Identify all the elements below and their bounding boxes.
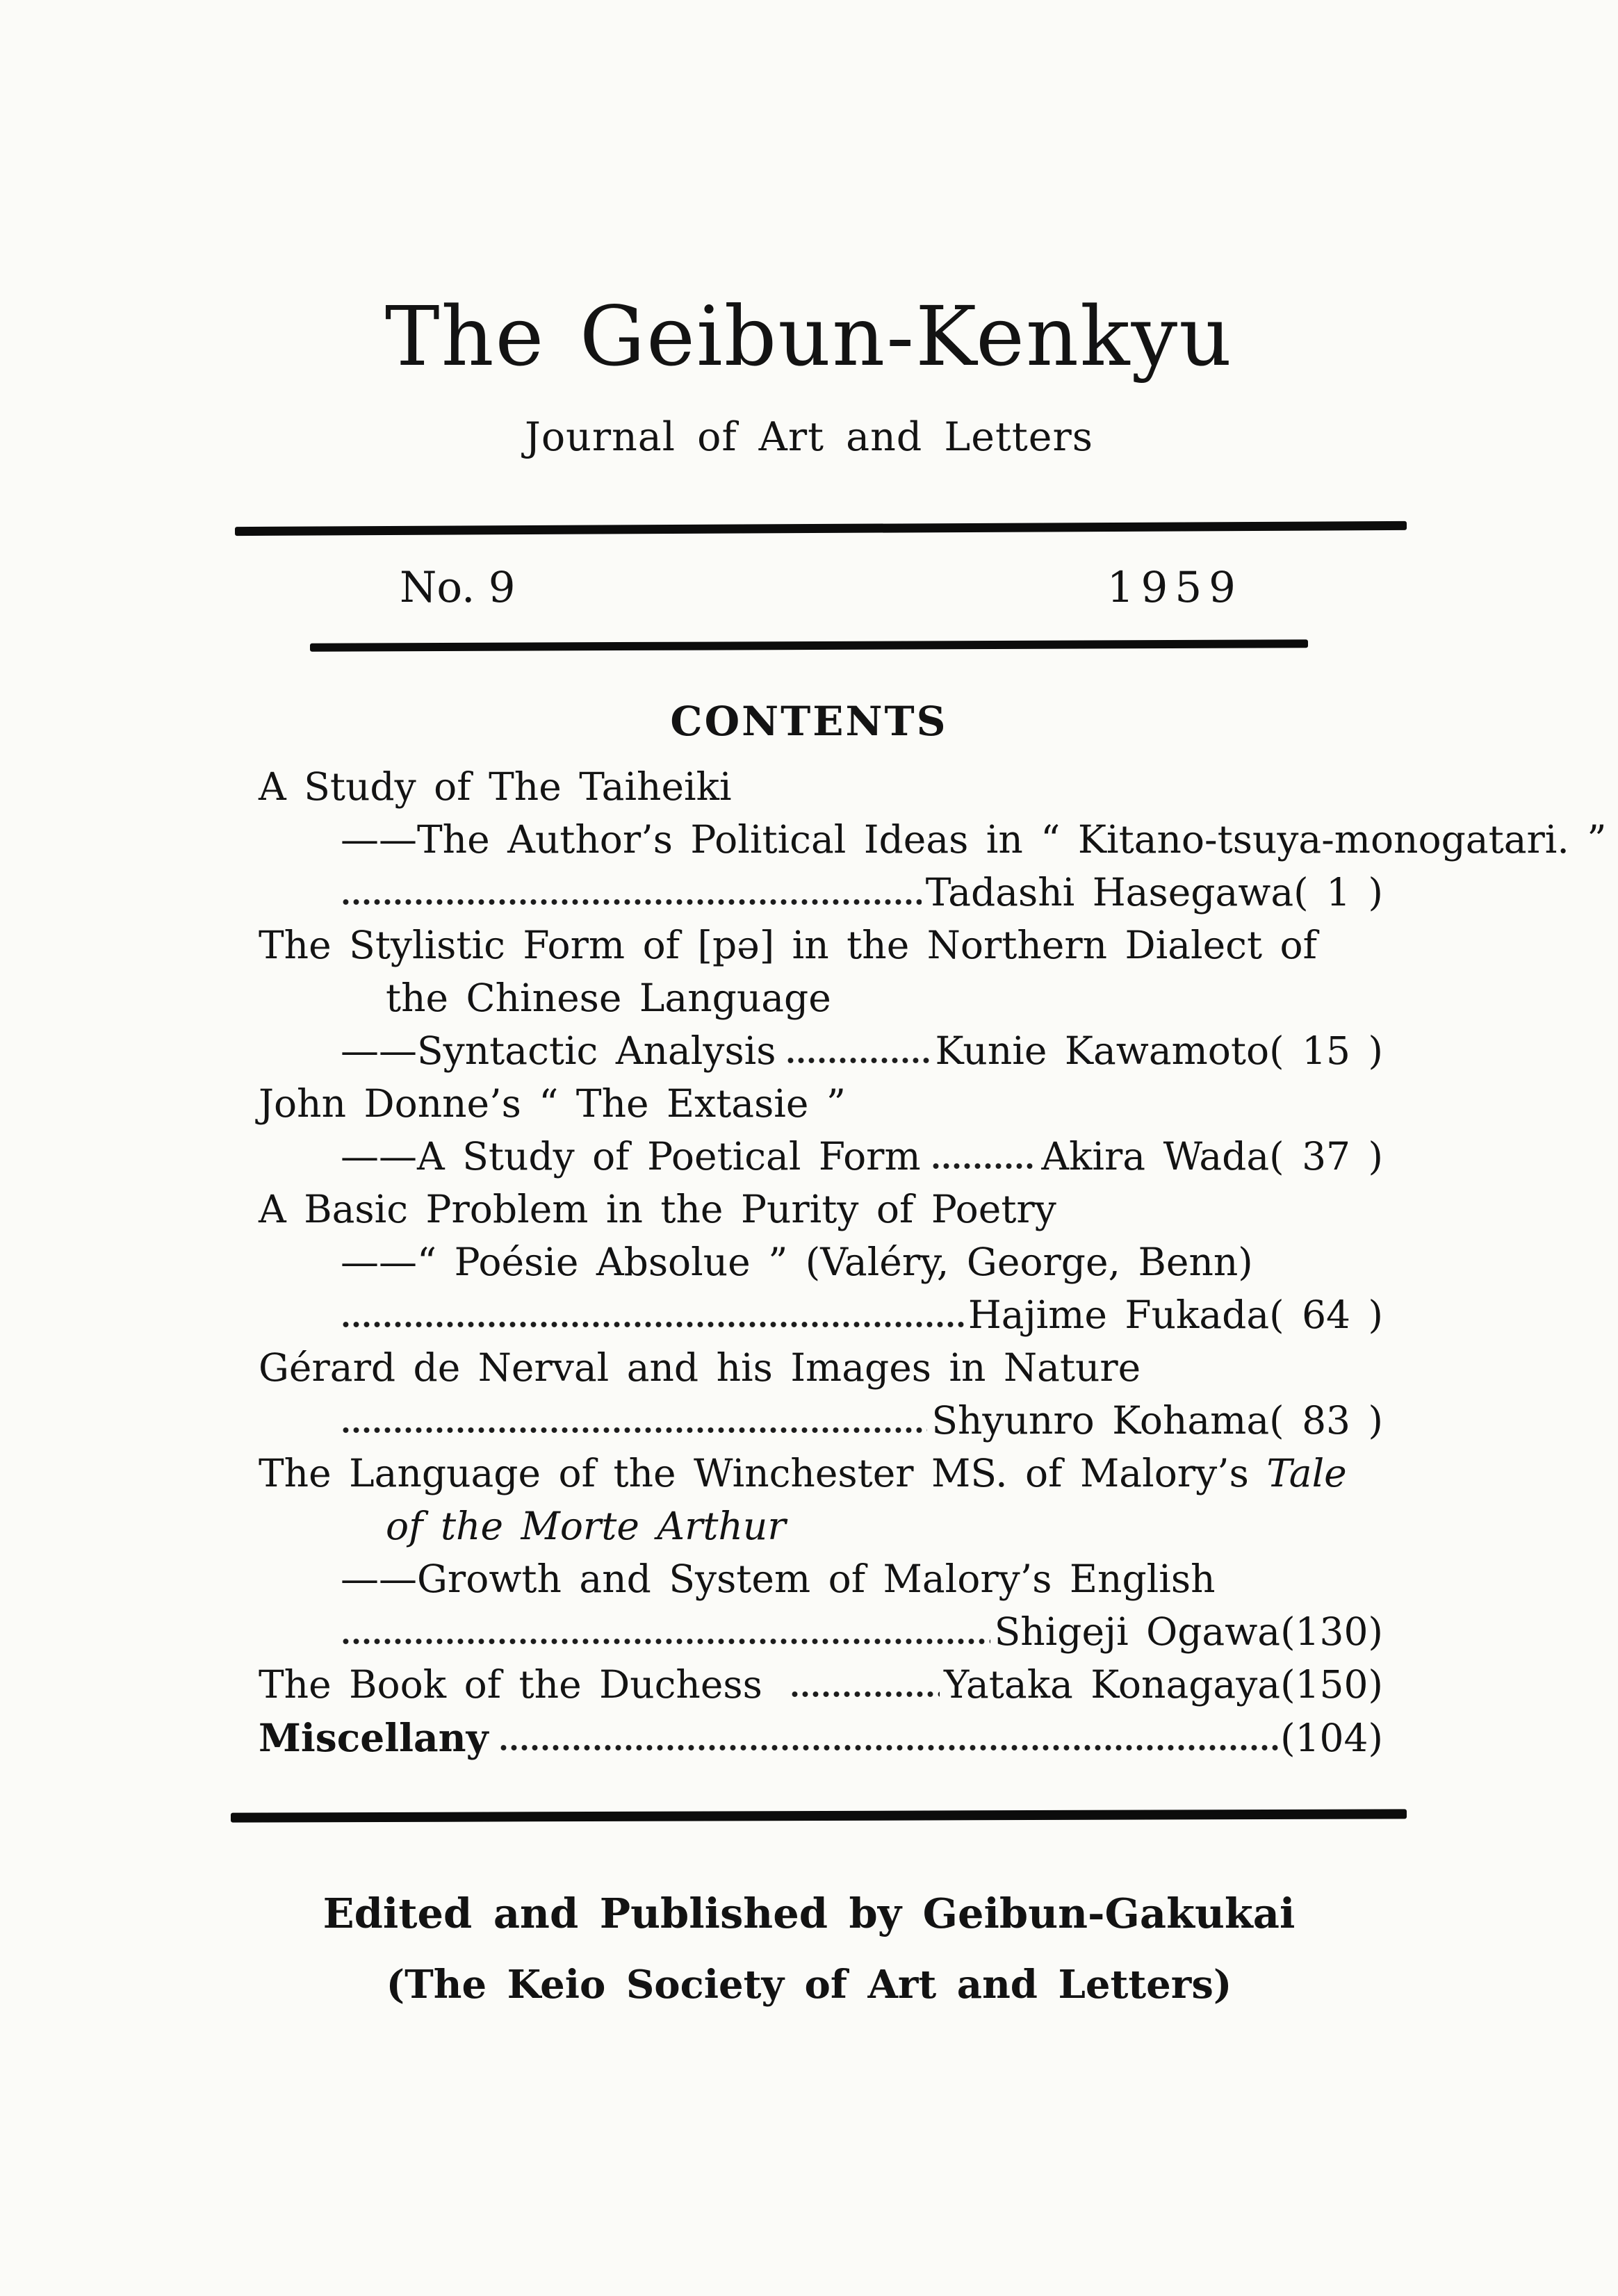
toc-entry-text: The Book of the Duchess (259, 1662, 781, 1707)
toc-entry-text: A Basic Problem in the Purity of Poetry (259, 1186, 1056, 1231)
toc-line (259, 764, 1383, 817)
toc-author: Hajime Fukada (967, 1292, 1270, 1337)
toc-line (259, 1028, 1383, 1081)
toc-line (259, 1293, 1383, 1345)
issue-row (400, 564, 1243, 612)
toc-entry-text-italic: Tale (1266, 1450, 1347, 1495)
publisher-line: Edited and Published by Geibun-Gakukai (322, 1889, 1296, 1937)
toc-author: Tadashi Hasegawa (925, 869, 1294, 915)
toc-entry-text: the Chinese Language (386, 975, 831, 1020)
toc-page-number: ( 83 ) (1269, 1397, 1383, 1443)
toc-line (259, 1451, 1383, 1504)
issue-rule (310, 639, 1308, 652)
toc-line (259, 1345, 1383, 1398)
toc-page-number: (104) (1280, 1715, 1383, 1760)
toc-line (259, 1609, 1383, 1662)
masthead (0, 0, 1618, 460)
toc-entry-text: ——A Study of Poetical Form (341, 1133, 921, 1179)
dotted-leader (785, 1057, 931, 1064)
dotted-leader (931, 1163, 1038, 1170)
dotted-leader (341, 1321, 964, 1328)
toc-entry-text-italic: of the Morte Arthur (386, 1503, 786, 1548)
toc-author: Shigeji Ogawa (994, 1609, 1281, 1654)
toc-entry-text: ——Syntactic Analysis (341, 1028, 776, 1073)
toc-line (259, 923, 1383, 976)
toc-entry-text: Gérard de Nerval and his Images in Nature (259, 1345, 1141, 1390)
toc-author: Akira Wada (1041, 1133, 1270, 1179)
bottom-rule (231, 1809, 1407, 1822)
toc-entry-text: A Study of The Taiheiki (259, 764, 732, 809)
toc-entry-text: ——“ Poésie Absolue ” (Valéry, George, Benn) (341, 1239, 1253, 1284)
toc-page-number: ( 15 ) (1269, 1028, 1383, 1073)
toc-entry-text: ——The Author’s Political Ideas in “ Kitano-tsuya-monogatari. ” (341, 817, 1607, 862)
contents-list (259, 764, 1607, 1768)
dotted-leader (790, 1691, 940, 1698)
toc-line (259, 1398, 1383, 1451)
dotted-leader (498, 1744, 1281, 1751)
toc-line (259, 870, 1383, 923)
toc-page-number: ( 1 ) (1293, 869, 1383, 915)
dotted-leader (341, 1427, 927, 1434)
toc-entry-text: John Donne’s “ The Extasie ” (259, 1081, 847, 1126)
toc-line (259, 1557, 1383, 1609)
toc-entry-text: ——Growth and System of Malory’s English (341, 1556, 1216, 1601)
contents-heading: CONTENTS (670, 698, 948, 746)
toc-page-number: (150) (1280, 1662, 1383, 1707)
toc-line (259, 1662, 1383, 1715)
toc-author: Kunie Kawamoto (935, 1028, 1270, 1073)
top-rule (235, 521, 1407, 536)
toc-page-number: (130) (1280, 1609, 1383, 1654)
toc-line (259, 976, 1383, 1028)
toc-page-number: ( 37 ) (1269, 1133, 1383, 1179)
toc-line (259, 1240, 1383, 1293)
colophon (0, 1890, 1618, 2007)
toc-page-number: ( 64 ) (1269, 1292, 1383, 1337)
toc-line (259, 1187, 1383, 1240)
journal-title: The Geibun-Kenkyu (384, 288, 1234, 384)
issue-year: 1959 (1106, 563, 1243, 612)
toc-entry-text: Miscellany (259, 1714, 489, 1760)
issue-number: No. 9 (400, 563, 516, 612)
toc-line (259, 1504, 1383, 1557)
journal-subtitle: Journal of Art and Letters (524, 414, 1094, 460)
dotted-leader (341, 899, 922, 905)
toc-author: Shyunro Kohama (931, 1397, 1270, 1443)
toc-line (259, 1134, 1383, 1187)
toc-entry-text: The Stylistic Form of [pə] in the Northern Dialect of (259, 922, 1318, 967)
toc-author: Yataka Konagaya (943, 1662, 1281, 1707)
society-line: (The Keio Society of Art and Letters) (386, 1961, 1232, 2008)
toc-line (259, 1081, 1383, 1134)
toc-line (259, 817, 1607, 870)
toc-entry-text: The Language of the Winchester MS. of Malory’s (259, 1450, 1267, 1495)
toc-line (259, 1715, 1383, 1768)
dotted-leader (341, 1638, 990, 1645)
